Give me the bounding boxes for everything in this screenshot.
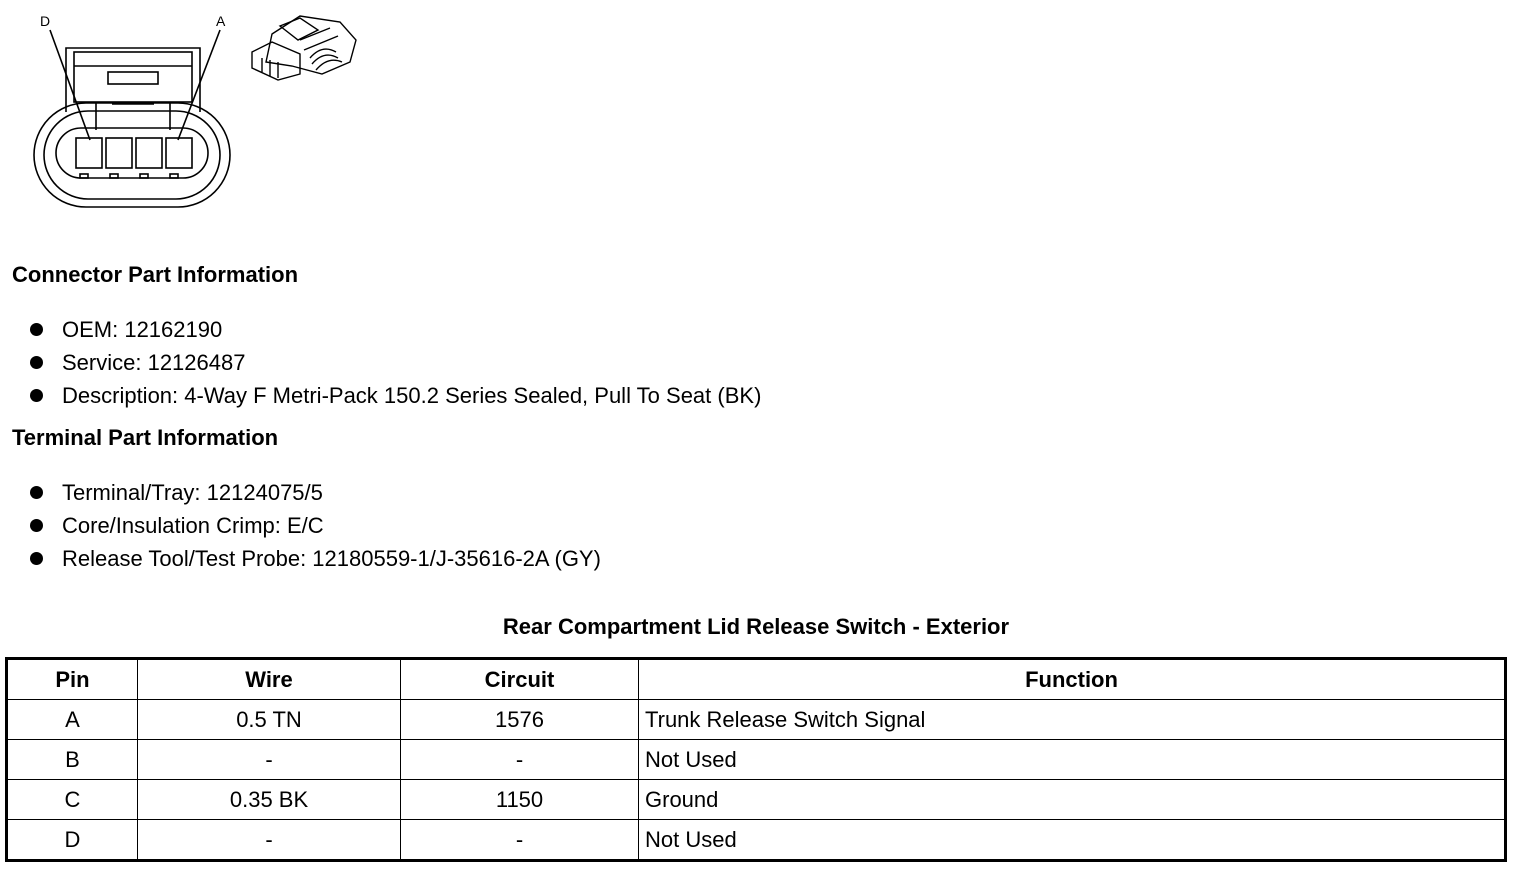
table-row (7, 700, 1506, 740)
terminal-part-info-heading: Terminal Part Information (12, 425, 279, 450)
connector-part-info-list (28, 316, 761, 415)
connector-latch-window (108, 72, 158, 84)
wire-cell: - (138, 820, 401, 861)
function-cell: Trunk Release Switch Signal (639, 700, 1506, 740)
table-header-row (7, 659, 1506, 700)
bullet-icon (30, 323, 43, 336)
table-row (7, 780, 1506, 820)
wire-cell: 0.35 BK (138, 780, 401, 820)
pin-a-leader (178, 30, 220, 140)
function-cell: Ground (639, 780, 1506, 820)
column-header-function: Function (639, 659, 1506, 700)
bullet-icon (30, 486, 43, 499)
column-header-wire: Wire (138, 659, 401, 700)
connector-isometric-view (252, 16, 356, 80)
list-item (28, 316, 761, 349)
list-item (28, 382, 761, 415)
column-header-pin: Pin (7, 659, 138, 700)
wire-cell: 0.5 TN (138, 700, 401, 740)
list-item (28, 479, 601, 512)
wire-cell: - (138, 740, 401, 780)
terminal-cavity-c (106, 138, 132, 168)
circuit-cell: - (401, 740, 639, 780)
table-title: Rear Compartment Lid Release Switch - Exterior (502, 614, 1010, 639)
connector-part-info-heading: Connector Part Information (12, 262, 299, 287)
list-item (28, 512, 601, 545)
pin-d-label: D (40, 13, 51, 29)
list-item (28, 349, 761, 382)
terminal-cavity-b (136, 138, 162, 168)
list-item (28, 545, 601, 578)
bullet-icon (30, 519, 43, 532)
circuit-cell: - (401, 820, 639, 861)
bullet-icon (30, 389, 43, 402)
terminal-cavity-a (166, 138, 192, 168)
table-row (7, 820, 1506, 861)
table-row (7, 740, 1506, 780)
pinout-table (5, 657, 1507, 862)
pin-cell: A (7, 700, 138, 740)
bullet-icon (30, 552, 43, 565)
list-item-text: Core/Insulation Crimp: E/C (62, 513, 324, 538)
bullet-icon (30, 356, 43, 369)
list-item-text: OEM: 12162190 (62, 317, 223, 342)
function-cell: Not Used (639, 740, 1506, 780)
list-item-text: Release Tool/Test Probe: 12180559-1/J-35616-2A (GY) (62, 546, 601, 571)
function-cell: Not Used (639, 820, 1506, 861)
column-header-circuit: Circuit (401, 659, 639, 700)
terminal-cavity-d (76, 138, 102, 168)
list-item-text: Description: 4-Way F Metri-Pack 150.2 Series Sealed, Pull To Seat (BK) (62, 383, 762, 408)
list-item-text: Terminal/Tray: 12124075/5 (62, 480, 323, 505)
connector-diagram (0, 0, 380, 220)
circuit-cell: 1150 (401, 780, 639, 820)
pin-cell: B (7, 740, 138, 780)
pin-cell: C (7, 780, 138, 820)
pin-d-leader (50, 30, 90, 140)
pin-a-label: A (216, 13, 226, 29)
circuit-cell: 1576 (401, 700, 639, 740)
pin-cell: D (7, 820, 138, 861)
terminal-part-info-list (28, 479, 601, 578)
list-item-text: Service: 12126487 (62, 350, 246, 375)
